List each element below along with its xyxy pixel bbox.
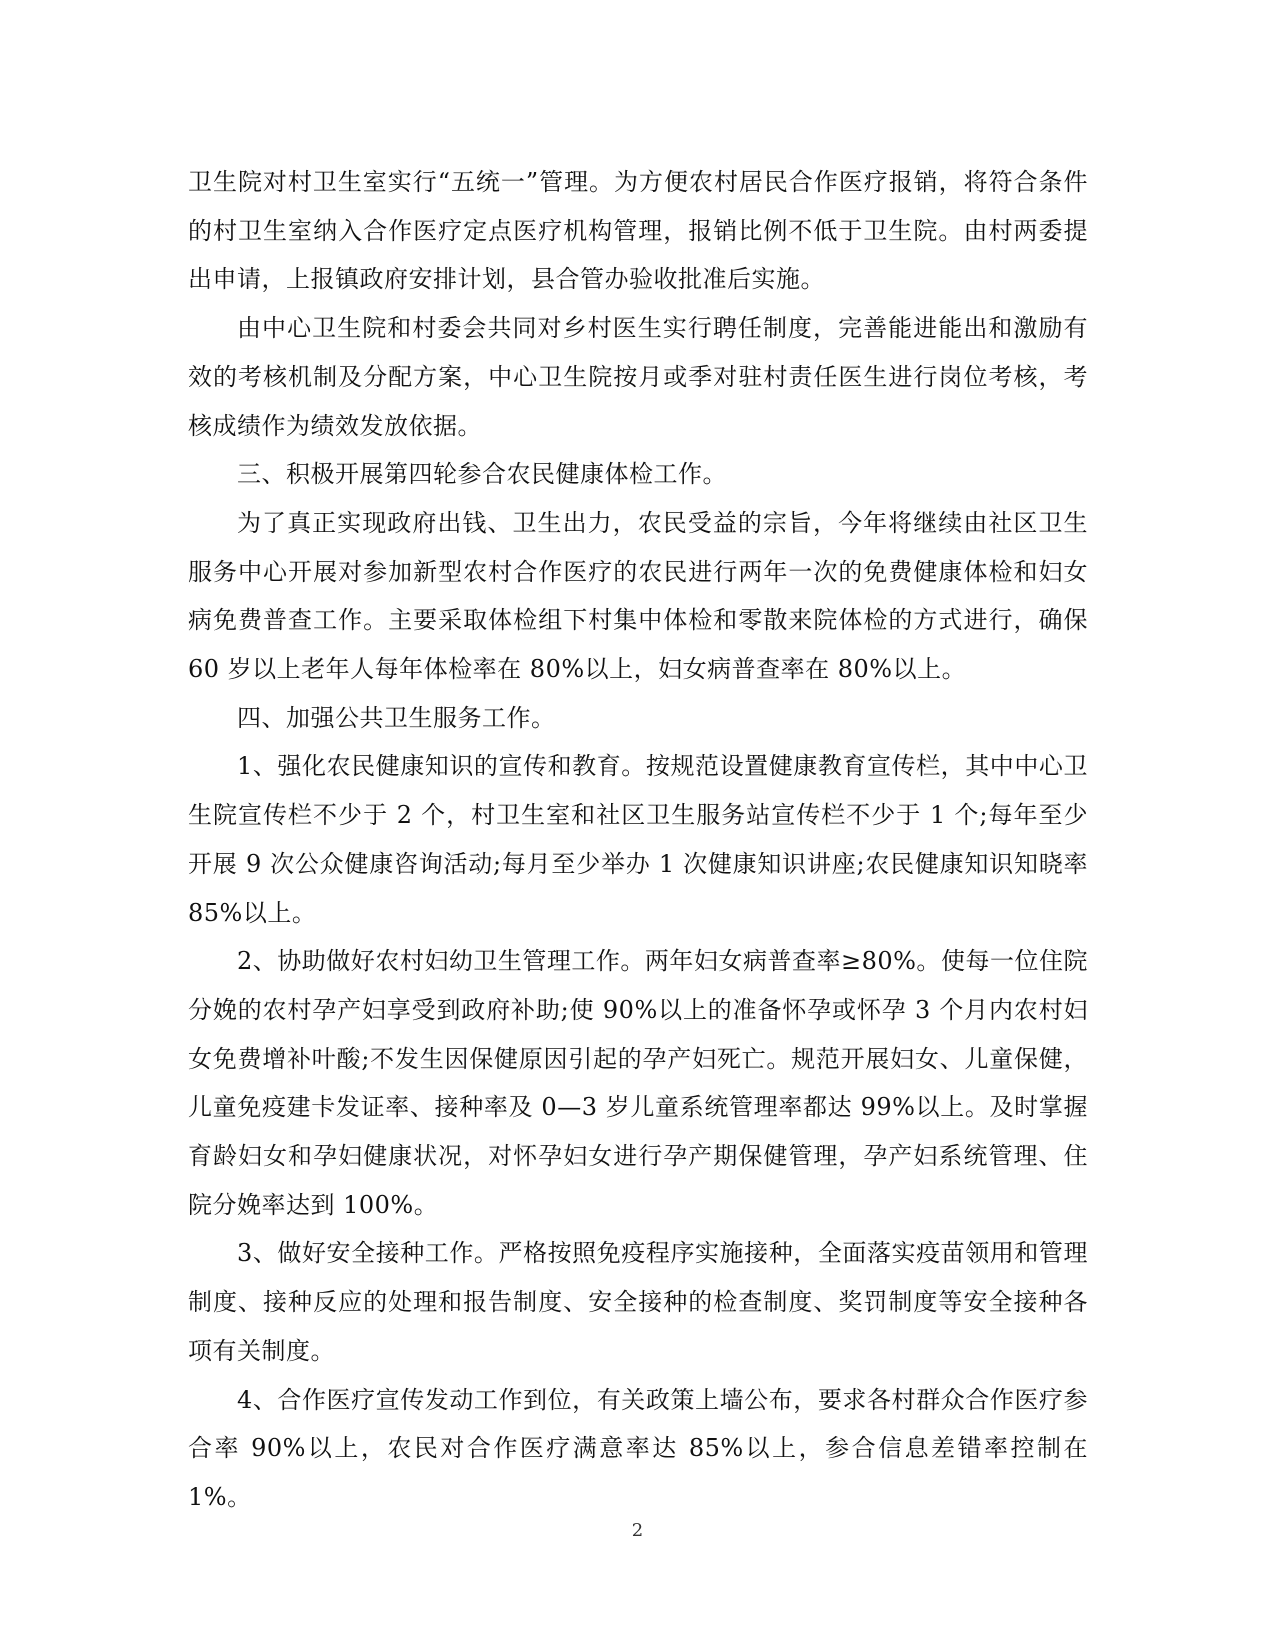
page-number: 2 <box>631 1520 644 1541</box>
paragraph-health-checkup: 为了真正实现政府出钱、卫生出力，农民受益的宗旨，今年将继续由社区卫生服务中心开展对参加新型农村合作医疗的农民进行两年一次的免费健康体检和妇女病免费普查工作。主要采取体检组下村集中体检和零散来院体检的方式进行，确保60 岁以上老年人每年体检率在 80%以上，妇女病普查率在 80%以上。 <box>188 508 1088 684</box>
list-item-health-education: 1、强化农民健康知识的宣传和教育。按规范设置健康教育宣传栏，其中中心卫生院宣传栏不少于 2 个，村卫生室和社区卫生服务站宣传栏不少于 1 个;每年至少开展 9 次公众健康咨询活动;每月至少举办 1 次健康知识讲座;农民健康知识知晓率 85%以上。 <box>188 752 1088 927</box>
list-item-maternal-child-health: 2、协助做好农村妇幼卫生管理工作。两年妇女病普查率≥80%。使每一位住院分娩的农村孕产妇享受到政府补助;使 90%以上的准备怀孕或怀孕 3 个月内农村妇女免费增补叶酸;不发生因保健原因引起的孕产妇死亡。规范开展妇女、儿童保健，儿童免疫建卡发证率、接种率及 0—3 岁儿童系统管理率都达 99%以上。及时掌握育龄妇女和孕妇健康状况，对怀孕妇女进行孕产期保健管理，孕产妇系统管理、住院分娩率达到 100%。 <box>188 947 1088 1219</box>
document-body <box>188 158 1088 1522</box>
section-heading-four: 四、加强公共卫生服务工作。 <box>237 703 556 732</box>
list-item-safe-vaccination: 3、做好安全接种工作。严格按照免疫程序实施接种，全面落实疫苗领用和管理制度、接种反应的处理和报告制度、安全接种的检查制度、奖罚制度等安全接种各项有关制度。 <box>188 1239 1088 1365</box>
section-heading-three: 三、积极开展第四轮参合农民健康体检工作。 <box>237 460 727 489</box>
list-item-cooperative-medical-publicity: 4、合作医疗宣传发动工作到位，有关政策上墙公布，要求各村群众合作医疗参合率 90%以上，农民对合作医疗满意率达 85%以上，参合信息差错率控制在 1%。 <box>188 1385 1088 1511</box>
paragraph-appointment-system: 由中心卫生院和村委会共同对乡村医生实行聘任制度，完善能进能出和激励有效的考核机制及分配方案，中心卫生院按月或季对驻村责任医生进行岗位考核，考核成绩作为绩效发放依据。 <box>188 314 1088 440</box>
paragraph-continuation: 卫生院对村卫生室实行“五统一”管理。为方便农村居民合作医疗报销，将符合条件的村卫生室纳入合作医疗定点医疗机构管理，报销比例不低于卫生院。由村两委提出申请，上报镇政府安排计划，县合管办验收批准后实施。 <box>188 168 1088 294</box>
